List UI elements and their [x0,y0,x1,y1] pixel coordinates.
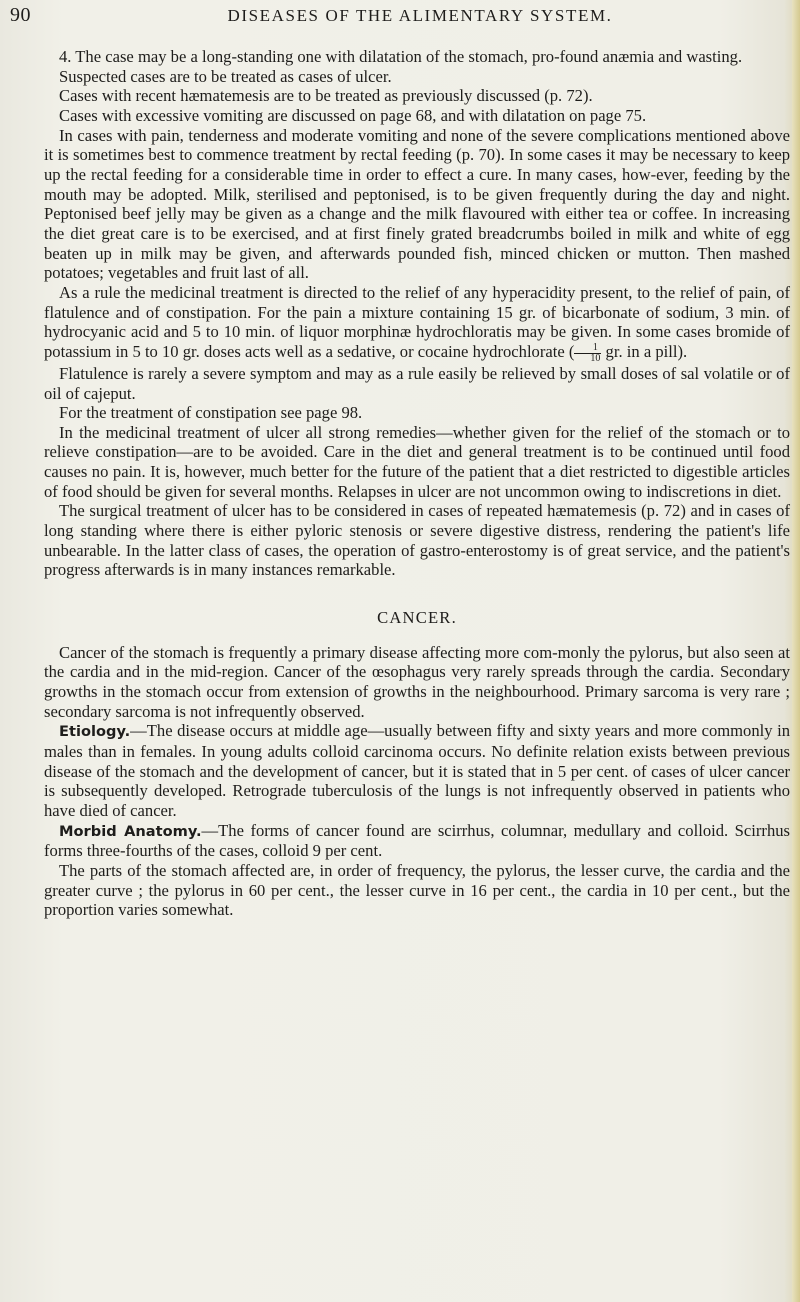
paragraph: 4. The case may be a long-standing one with dilatation of the stomach, pro-found anæmia and wasting. [59,47,743,66]
paragraph: Cases with excessive vomiting are discussed on page 68, and with dilatation on page 75. [59,105,647,125]
paragraph: Cases with recent hæmatemesis are to be treated as previously discussed (p. 72). [59,86,593,106]
paragraph: In the medicinal treatment of ulcer all strong remedies—whether given for the relief of the stomach or to relieve constipation—are to be avoided. Care in the diet and general treatment is to be continued until food causes no pain. It is, however, much better for the future of the patient that a diet restricted to digestible articles of food should be given for several months. Relapses in ulcer are not uncommon owing to indiscretions in diet. [44,422,790,501]
fraction-numerator: 1 [574,343,601,354]
paragraph: The surgical treatment of ulcer has to be considered in cases of repeated hæmatemesis (p. 72) and in cases of long standing where there is either pyloric stenosis or severe digestive distress, rendering the patient's life unbearable. In the latter class of cases, the operation of gastro-enterostomy is of great service, and the patient's progress afterwards is in many instances remarkable. [44,501,790,580]
paragraph: The parts of the stomach affected are, in order of frequency, the pylorus, the lesser curve, the cardia and the greater curve ; the pylorus in 60 per cent., the lesser curve in 16 per cent., the cardia in 10 per cent., but the proportion varies somewhat. [44,860,790,920]
body-text [44,47,790,920]
cancer-intro: Cancer of the stomach is frequently a primary disease affecting more com-monly the pylorus, but also seen at the cardia and in the mid-region. Cancer of the œsophagus very rarely spreads through the cardia. Secondary growths in the stomach occur from extension of growths in the neighbourhood. Primary sarcoma is very rare ; secondary sarcoma is not infrequently observed. [44,642,790,721]
page-edge [792,0,800,1302]
paragraph: Suspected cases are to be treated as cases of ulcer. [59,66,392,86]
section-heading-cancer: CANCER. [377,608,457,628]
page-number: 90 [10,4,31,26]
morbid-anatomy-text: —The forms of cancer found are scirrhus, columnar, medullary and colloid. Scirrhus forms three-fourths of the cases, colloid 9 per cent. [44,820,790,861]
etiology-paragraph [44,721,790,820]
paragraph: Flatulence is rarely a severe symptom and may as a rule easily be relieved by small doses of sal volatile or of oil of cajeput. [44,363,790,403]
morbid-anatomy-paragraph [44,821,790,861]
morbid-anatomy-term: Morbid Anatomy. [59,822,202,840]
etiology-term: Etiology. [59,723,131,741]
paragraph: In cases with pain, tenderness and moderate vomiting and none of the severe complications mentioned above it is sometimes best to commence treatment by rectal feeding (p. 70). In some cases it may be necessary to keep up the rectal feeding for a considerable time in order to effect a cure. In many cases, how-ever, feeding by the mouth may be adopted. Milk, sterilised and peptonised, is to be given frequently during the day and night. Peptonised beef jelly may be given as a change and the milk flavoured with either tea or coffee. In increasing the diet great care is to be exercised, and at first finely grated breadcrumbs boiled in milk and white of egg beaten up in milk may be given, and afterwards pounded fish, minced chicken or mutton. Then mashed potatoes; vegetables and fruit last of all. [44,125,790,283]
running-title: DISEASES OF THE ALIMENTARY SYSTEM. [227,6,613,25]
medicinal-text: As a rule the medicinal treatment is directed to the relief of any hyperacidity present, to the relief of pain, of flatulence and of constipation. For the pain a mixture containing 15 gr. of bicarbonate of sodium, 3 min. of hydrocyanic acid and 5 to 10 min. of liquor morphinæ hydrochloratis may be given. In some cases bromide of potassium in 5 to 10 gr. doses acts well as a sedative, or cocaine hydrochlorate ( [44,282,790,361]
medicinal-paragraph [44,283,790,364]
etiology-text: —The disease occurs at middle age—usually between fifty and sixty years and more commonly in males than in females. In young adults colloid carcinoma occurs. No definite relation exists between previous disease of the stomach and the development of cancer, but it is stated that in 5 per cent. of cases of ulcer cancer is subsequently developed. Retrograde tuberculosis of the lungs is not infrequently observed in patients who have died of cancer. [44,721,790,820]
fraction-denominator: 10 [590,352,601,364]
fraction [574,343,601,364]
medicinal-text-end: gr. in a pill). [601,341,688,361]
paragraph: For the treatment of constipation see page 98. [59,403,363,423]
